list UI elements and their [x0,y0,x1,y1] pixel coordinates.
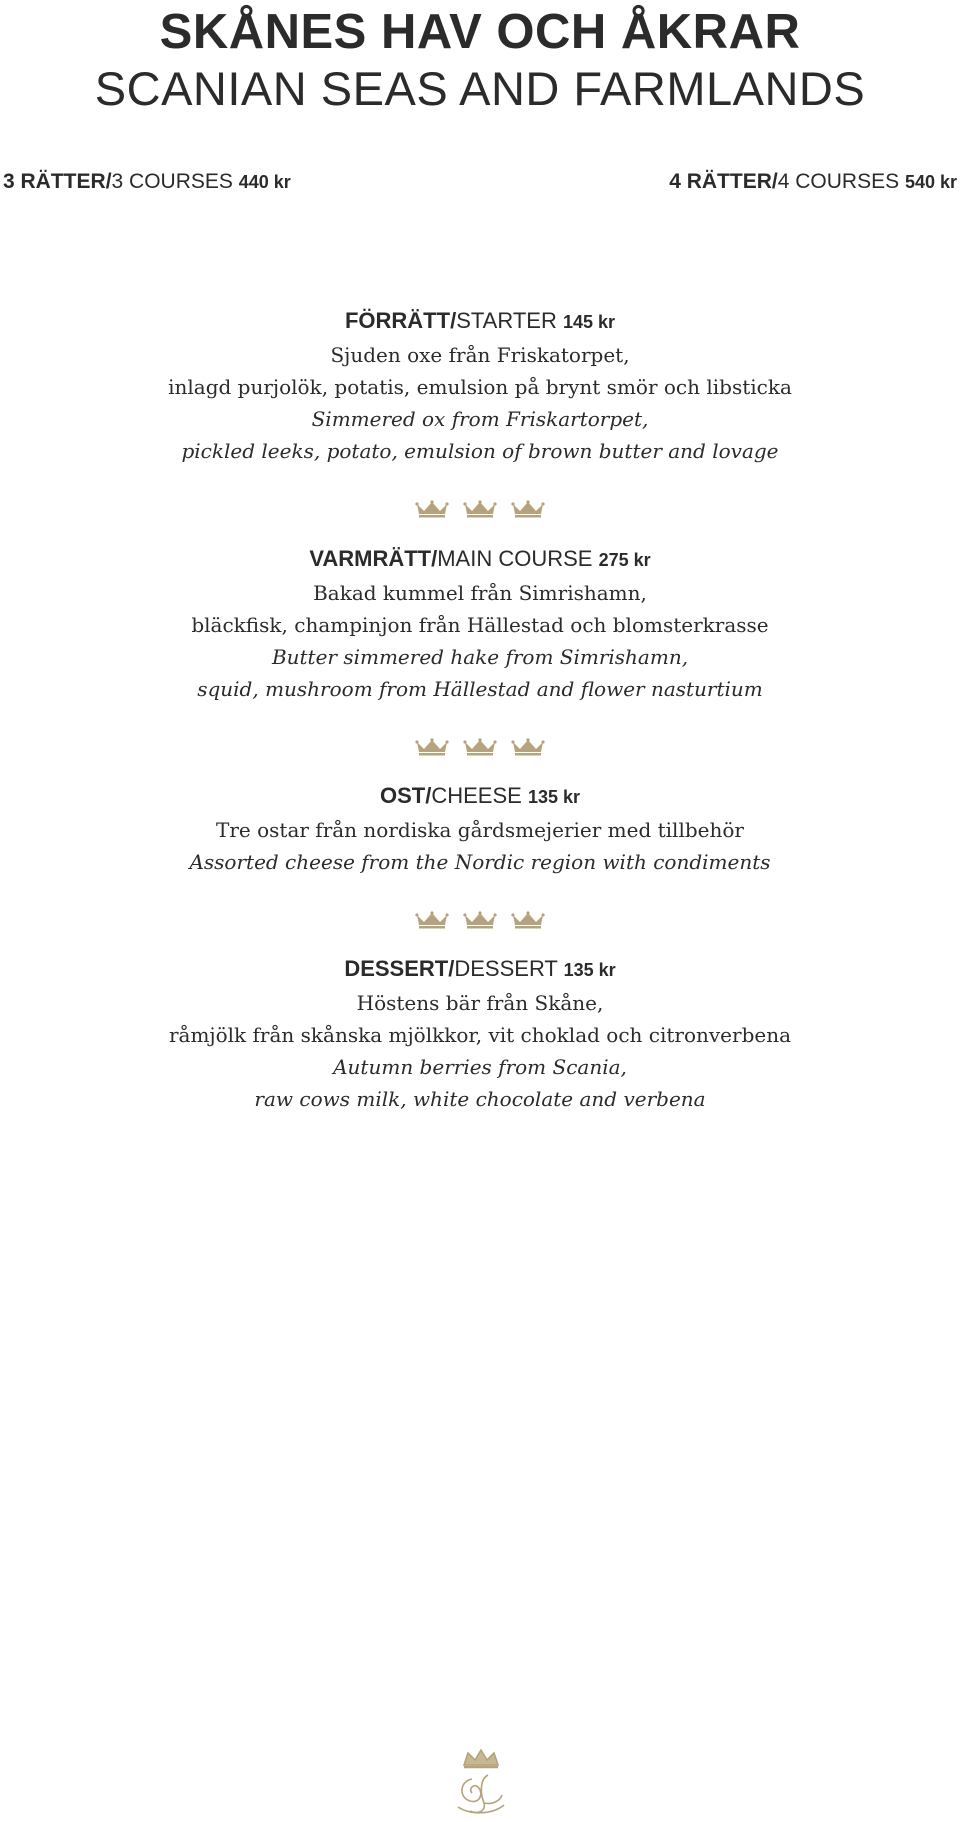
description-en: Simmered ox from Friskartorpet, [311,407,649,431]
description-sv: Bakad kummel från Simrishamn, [313,581,647,605]
description-sv: bläckfisk, champinjon från Hällestad och blomsterkrasse [191,613,769,637]
crown-divider [0,500,960,518]
course-price: 275 kr [598,550,651,570]
description-en: Assorted cheese from the Nordic region with condiments [189,850,771,874]
course-heading: OST/CHEESE 135 kr [379,783,581,808]
crown-icon [511,738,545,756]
course-heading: VARMRÄTT/MAIN COURSE 275 kr [309,546,651,571]
crown-icon [463,911,497,929]
description-sv: råmjölk från skånska mjölkkor, vit choklad och citronverbena [168,1023,792,1047]
description-sv: Sjuden oxe från Friskatorpet, [330,343,630,367]
monogram-crown-logo [450,1745,512,1820]
crown-icon [415,738,449,756]
description-en: Butter simmered hake from Simrishamn, [271,645,689,669]
three-course-price: 3 RÄTTER/3 COURSES 440 kr [3,170,291,193]
crown-icon [463,500,497,518]
crown-icon [511,500,545,518]
four-course-sv: 4 RÄTTER [669,170,772,193]
crown-icon [415,911,449,929]
title-swedish: SKÅNES HAV OCH ÅKRAR [159,5,801,59]
course-main [0,544,960,705]
description-en: squid, mushroom from Hällestad and flower nasturtium [197,677,763,701]
three-course-en: 3 COURSES [111,170,233,193]
course-cheese [0,781,960,878]
three-course-amount: 440 kr [238,172,291,192]
crown-icon [415,500,449,518]
menu-title [0,0,960,118]
description-sv: Tre ostar från nordiska gårdsmejerier med tillbehör [216,818,744,842]
four-course-amount: 540 kr [904,172,957,192]
course-dessert [0,954,960,1115]
course-heading: DESSERT/DESSERT 135 kr [344,956,616,981]
crown-icon [463,738,497,756]
description-sv: Höstens bär från Skåne, [356,991,604,1015]
description-sv: inlagd purjolök, potatis, emulsion på brynt smör och libsticka [168,375,792,399]
four-course-en: 4 COURSES [777,170,900,193]
description-en: pickled leeks, potato, emulsion of brown butter and lovage [181,439,779,463]
course-price: 145 kr [562,312,616,332]
description-en: raw cows milk, white chocolate and verbena [254,1087,706,1111]
set-menu-prices [0,170,960,200]
description-en: Autumn berries from Scania, [333,1055,627,1079]
course-starter [0,306,960,467]
crown-divider [0,911,960,929]
course-price: 135 kr [527,787,581,807]
course-heading: FÖRRÄTT/STARTER 145 kr [344,308,616,333]
title-english: SCANIAN SEAS AND FARMLANDS [94,62,866,115]
crown-icon [511,911,545,929]
crown-divider [0,738,960,756]
course-price: 135 kr [563,960,616,980]
four-course-price: 4 RÄTTER/4 COURSES 540 kr [669,170,957,193]
three-course-sv: 3 RÄTTER [3,170,106,193]
